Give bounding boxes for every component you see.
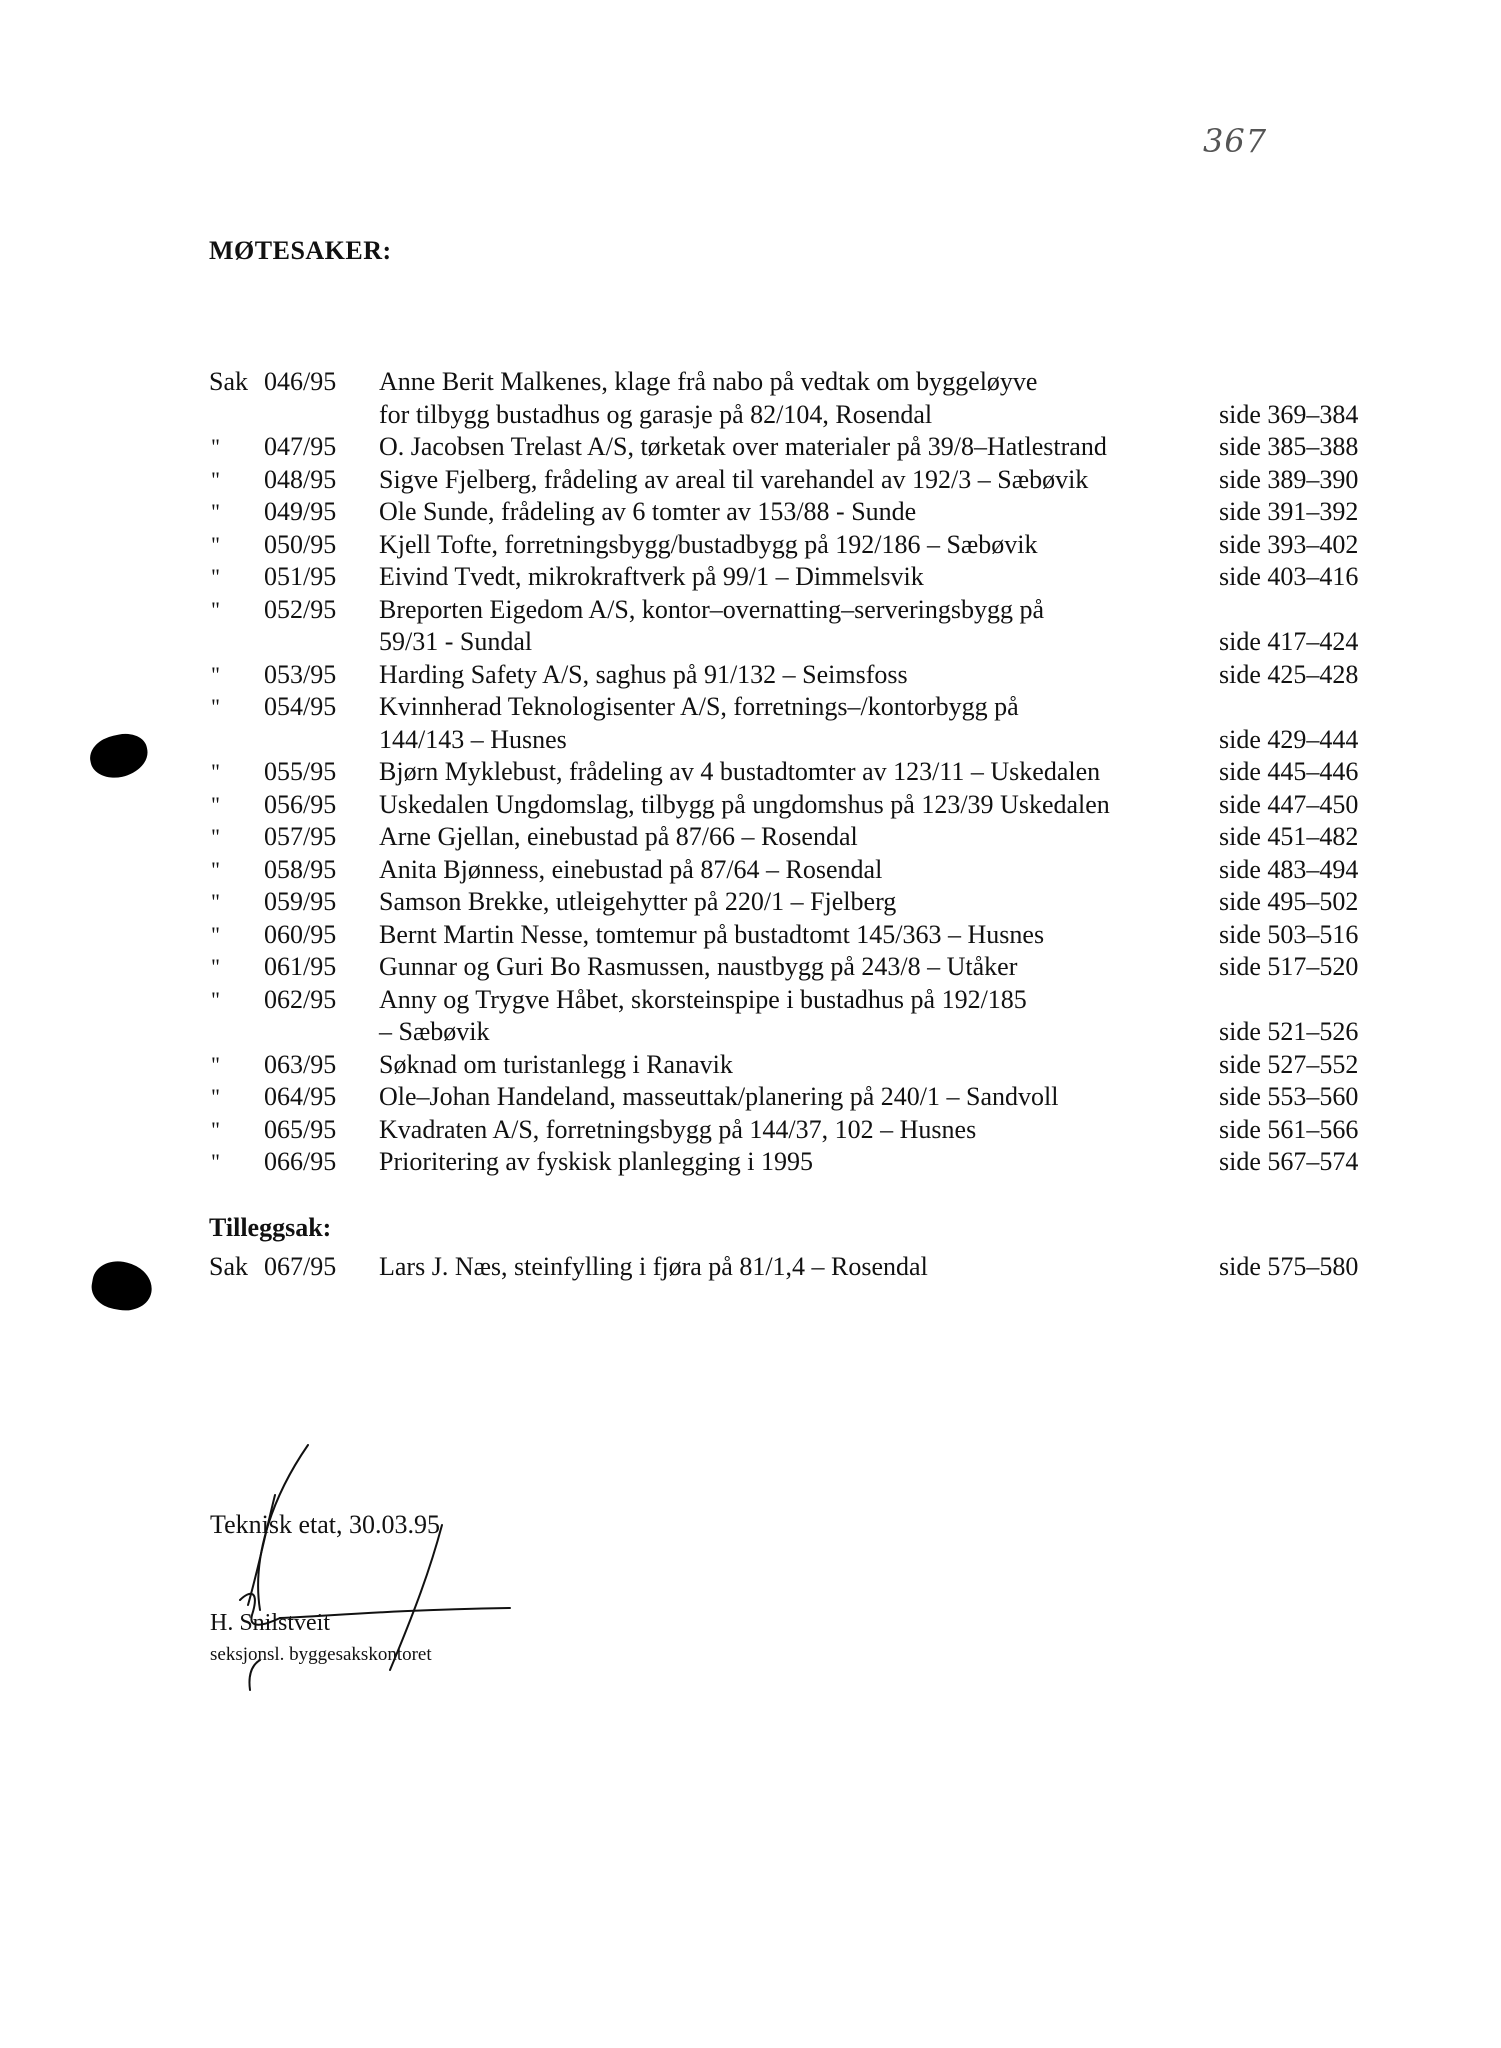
case-number: 048/95 (264, 464, 337, 494)
case-description (379, 984, 1189, 1049)
page-range: side 389–390 (1219, 464, 1359, 494)
case-description (379, 529, 1189, 562)
agenda-row (209, 789, 1389, 822)
case-number: 060/95 (264, 919, 337, 949)
description-line: Kvinnherad Teknologisenter A/S, forretnings–/kontorbygg på (379, 692, 1019, 721)
page-range: side 425–428 (1219, 659, 1359, 689)
agenda-row (209, 659, 1389, 692)
description-line: Kvadraten A/S, forretningsbygg på 144/37, 102 – Husnes (379, 1114, 977, 1144)
ditto-mark: " (211, 661, 220, 687)
description-line: Prioritering av fyskisk planlegging i 1995 (379, 1147, 814, 1176)
case-description (379, 951, 1189, 984)
signer-name: H. Snilstveit (210, 1610, 331, 1636)
ditto-mark: " (211, 921, 220, 947)
page-range: side 483–494 (1219, 854, 1359, 884)
case-number: 065/95 (264, 1114, 337, 1144)
agenda-row (209, 984, 1389, 1049)
case-number: 047/95 (264, 432, 337, 461)
agenda-row (209, 561, 1389, 594)
agenda-row (209, 854, 1389, 887)
description-line: Kjell Tofte, forretningsbygg/bustadbygg på 192/186 – Sæbøvik (379, 529, 1038, 559)
ditto-mark: " (211, 889, 220, 914)
case-number: 053/95 (264, 659, 337, 689)
agenda-row (209, 1251, 1389, 1284)
ditto-mark: " (211, 954, 220, 979)
description-line: Arne Gjellan, einebustad på 87/66 – Rosendal (379, 822, 858, 851)
ditto-mark: " (211, 986, 220, 1012)
case-description (379, 886, 1189, 919)
description-line: Gunnar og Guri Bo Rasmussen, naustbygg på 243/8 – Utåker (379, 952, 1018, 981)
description-line: O. Jacobsen Trelast A/S, tørketak over materialer på 39/8–Hatlestrand (379, 432, 1107, 461)
addendum-heading: Tilleggsak: (209, 1213, 332, 1242)
case-description (379, 431, 1189, 464)
page-range: side 391–392 (1219, 497, 1359, 526)
ditto-mark: " (211, 531, 220, 557)
ditto-mark: " (211, 759, 220, 784)
ditto-mark: " (211, 596, 220, 622)
case-description (379, 691, 1189, 756)
case-description (379, 659, 1189, 692)
ditto-mark: " (211, 434, 220, 459)
ditto-mark: " (211, 1084, 220, 1109)
agenda-row (209, 1146, 1389, 1179)
case-number: 057/95 (264, 822, 337, 851)
page-range: side 429–444 (1219, 724, 1359, 754)
handwritten-page-number: 367 (1203, 122, 1268, 160)
page-heading: MØTESAKER: (209, 236, 392, 265)
signer-role: seksjonsl. byggesakskontoret (210, 1644, 432, 1665)
agenda-row (209, 1049, 1389, 1082)
ditto-mark: " (211, 824, 220, 849)
case-description (379, 919, 1189, 952)
case-prefix: Sak (209, 1252, 248, 1281)
ditto-mark: " (211, 1149, 220, 1174)
page-range: side 385–388 (1219, 432, 1359, 461)
case-description (379, 756, 1189, 789)
description-line: Eivind Tvedt, mikrokraftverk på 99/1 – Dimmelsvik (379, 562, 924, 591)
page-range: side 575–580 (1219, 1252, 1359, 1281)
agenda-row (209, 1114, 1389, 1147)
description-line: for tilbygg bustadhus og garasje på 82/104, Rosendal (379, 399, 933, 429)
case-description (379, 366, 1189, 431)
agenda-row (209, 529, 1389, 562)
agenda-row (209, 1081, 1389, 1114)
case-number: 064/95 (264, 1082, 337, 1111)
case-number: 051/95 (264, 562, 337, 591)
agenda-row (209, 594, 1389, 659)
agenda-list (209, 366, 1389, 1179)
ditto-mark: " (211, 499, 220, 524)
addendum-item (209, 1251, 1389, 1284)
ditto-mark: " (211, 856, 220, 882)
handwritten-signature (190, 1440, 590, 1700)
case-description: Lars J. Næs, steinfylling i fjøra på 81/1,4 – Rosendal (379, 1252, 928, 1281)
case-number: 058/95 (264, 854, 337, 884)
case-number: 063/95 (264, 1049, 337, 1079)
page-range: side 369–384 (1219, 399, 1359, 429)
agenda-row (209, 886, 1389, 919)
description-line: Ole–Johan Handeland, masseuttak/planering på 240/1 – Sandvoll (379, 1082, 1059, 1111)
case-description (379, 496, 1189, 529)
page-range: side 393–402 (1219, 529, 1359, 559)
case-number: 066/95 (264, 1147, 337, 1176)
case-description (379, 821, 1189, 854)
page-range: side 417–424 (1219, 627, 1359, 656)
case-number: 052/95 (264, 594, 337, 624)
case-number: 050/95 (264, 529, 337, 559)
description-line: 59/31 - Sundal (379, 627, 533, 656)
description-line: Samson Brekke, utleigehytter på 220/1 – Fjelberg (379, 887, 897, 916)
page-range: side 561–566 (1219, 1114, 1359, 1144)
agenda-row (209, 431, 1389, 464)
page-range: side 495–502 (1219, 887, 1359, 916)
ditto-mark: " (211, 791, 220, 817)
case-number: 059/95 (264, 887, 337, 916)
case-number: 046/95 (264, 367, 337, 396)
ditto-mark: " (211, 564, 220, 589)
case-number: 067/95 (264, 1252, 337, 1281)
description-line: Anne Berit Malkenes, klage frå nabo på vedtak om byggeløyve (379, 367, 1038, 396)
agenda-row (209, 464, 1389, 497)
page-range: side 447–450 (1219, 789, 1359, 819)
agenda-row (209, 919, 1389, 952)
case-description (379, 1049, 1189, 1082)
case-description (379, 854, 1189, 887)
case-number: 061/95 (264, 952, 337, 981)
description-line: Ole Sunde, frådeling av 6 tomter av 153/88 - Sunde (379, 497, 917, 526)
description-line: Søknad om turistanlegg i Ranavik (379, 1049, 733, 1079)
case-description (379, 561, 1189, 594)
case-number: 055/95 (264, 757, 337, 786)
description-line: Breporten Eigedom A/S, kontor–overnatting–serveringsbygg på (379, 594, 1045, 624)
case-number: 062/95 (264, 984, 337, 1014)
ink-blot (88, 1257, 155, 1315)
signature-place-date: Teknisk etat, 30.03.95 (210, 1510, 440, 1539)
page-range: side 567–574 (1219, 1147, 1359, 1176)
case-description (379, 1114, 1189, 1147)
case-number: 054/95 (264, 692, 337, 721)
description-line: 144/143 – Husnes (379, 724, 567, 754)
case-number: 056/95 (264, 789, 337, 819)
description-line: Uskedalen Ungdomslag, tilbygg på ungdomshus på 123/39 Uskedalen (379, 789, 1110, 819)
agenda-row (209, 496, 1389, 529)
case-number: 049/95 (264, 497, 337, 526)
ditto-mark: " (211, 694, 220, 719)
description-line: Bernt Martin Nesse, tomtemur på bustadtomt 145/363 – Husnes (379, 919, 1045, 949)
page-range: side 527–552 (1219, 1049, 1359, 1079)
description-line: Anita Bjønness, einebustad på 87/64 – Rosendal (379, 854, 883, 884)
agenda-row (209, 821, 1389, 854)
page-range: side 521–526 (1219, 1017, 1359, 1046)
case-description (379, 594, 1189, 659)
page-range: side 445–446 (1219, 757, 1359, 786)
case-description (379, 1146, 1189, 1179)
page-range: side 553–560 (1219, 1082, 1359, 1111)
ditto-mark: " (211, 466, 220, 492)
page-range: side 451–482 (1219, 822, 1359, 851)
agenda-row (209, 691, 1389, 756)
page-range: side 403–416 (1219, 562, 1359, 591)
case-description (379, 1081, 1189, 1114)
page-range: side 503–516 (1219, 919, 1359, 949)
description-line: Harding Safety A/S, saghus på 91/132 – Seimsfoss (379, 659, 908, 689)
description-line: Anny og Trygve Håbet, skorsteinspipe i bustadhus på 192/185 (379, 984, 1027, 1014)
page-range: side 517–520 (1219, 952, 1359, 981)
agenda-row (209, 756, 1389, 789)
description-line: Bjørn Myklebust, frådeling av 4 bustadtomter av 123/11 – Uskedalen (379, 757, 1101, 786)
case-description (379, 789, 1189, 822)
case-prefix: Sak (209, 367, 248, 396)
ink-blot (86, 729, 151, 782)
ditto-mark: " (211, 1116, 220, 1142)
description-line: Sigve Fjelberg, frådeling av areal til varehandel av 192/3 – Sæbøvik (379, 464, 1089, 494)
ditto-mark: " (211, 1051, 220, 1077)
description-line: – Sæbøvik (379, 1017, 490, 1046)
case-description (379, 464, 1189, 497)
agenda-row (209, 951, 1389, 984)
agenda-row (209, 366, 1389, 431)
